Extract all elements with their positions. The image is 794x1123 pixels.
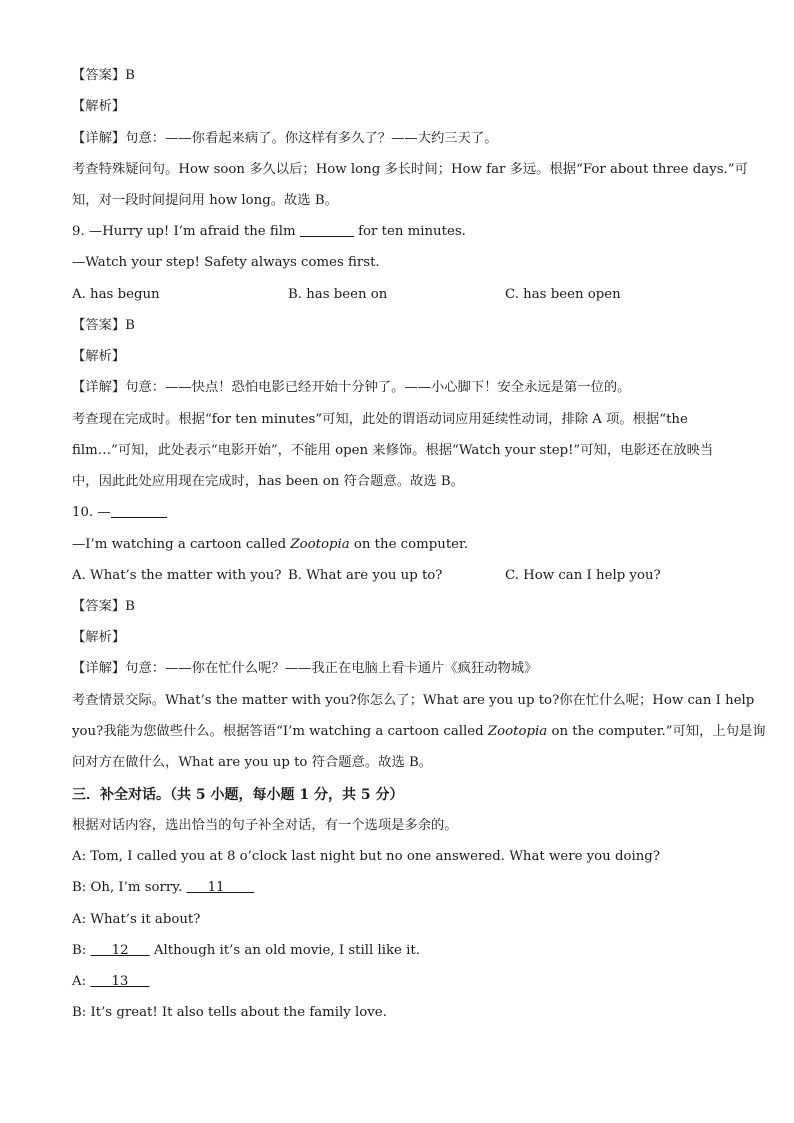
- explanation-line: 中，因此此处应用现在完成时，has been on 符合题意。故选 B。: [72, 474, 464, 489]
- analysis-label: 【解析】: [72, 630, 126, 645]
- prompt-text: 9. —Hurry up! I’m afraid the film: [72, 224, 296, 239]
- dialogue-line: A: Tom, I called you at 8 o’clock last night but no one answered. What were you doing?: [72, 849, 660, 864]
- explanation-line: film…”可知，此处表示“电影开始”，不能用 open 来修饰。根据“Watch your step!”可知，电影还在放映当: [72, 443, 714, 458]
- answer-blank: [111, 503, 167, 518]
- dialogue-text: B: Oh, I’m sorry.: [72, 880, 187, 895]
- prompt-text: 10. —: [72, 505, 111, 520]
- dialogue-line: A: What’s it about?: [72, 912, 201, 927]
- option-b: B. has been on: [288, 287, 388, 302]
- option-c: C. How can I help you?: [505, 568, 661, 583]
- dialogue-line: B: It’s great! It also tells about the family love.: [72, 1005, 387, 1020]
- answer-blank: [300, 222, 354, 237]
- explanation-line: 问对方在做什么，What are you up to 符合题意。故选 B。: [72, 755, 433, 770]
- analysis-label: 【解析】: [72, 349, 126, 364]
- dialogue-text: A:: [72, 974, 91, 989]
- title-italic: Zootopia: [487, 724, 548, 739]
- question-9-prompt: [72, 222, 722, 242]
- explanation-line: 知，对一段时间提问用 how long。故选 B。: [72, 193, 338, 208]
- section-instruction: 根据对话内容，选出恰当的句子补全对话，有一个选项是多余的。: [72, 818, 458, 833]
- explanation-line: 考查现在完成时。根据“for ten minutes”可知，此处的谓语动词应用延续性动词，排除 A 项。根据“the: [72, 412, 688, 427]
- option-b: B. What are you up to?: [288, 568, 443, 583]
- blank-12: [90, 943, 149, 958]
- reply-text: —I’m watching a cartoon called: [72, 537, 291, 552]
- option-a: A. has begun: [72, 287, 160, 302]
- dialogue-text: Although it’s an old movie, I still like it.: [149, 943, 420, 958]
- option-a: A. What’s the matter with you?: [72, 568, 282, 583]
- blank-number: 12: [111, 943, 129, 958]
- question-10-prompt: [72, 503, 722, 523]
- detail-line: 【详解】句意：——快点！恐怕电影已经开始十分钟了。——小心脚下！安全永远是第一位的。: [72, 380, 631, 395]
- explanation-line: 考查特殊疑问句。How soon 多久以后；How long 多长时间；How far 多远。根据“For about three days.”可: [72, 162, 748, 177]
- blank-13: [90, 974, 149, 989]
- section-heading: 三．补全对话。（共 5 小题，每小题 1 分，共 5 分）: [72, 787, 404, 803]
- prompt-text: for ten minutes.: [358, 224, 466, 239]
- blank-number: 11: [207, 880, 225, 895]
- question-10-reply: [72, 535, 722, 555]
- explanation-text: you?我能为您做些什么。根据答语“I’m watching a cartoon called: [72, 724, 488, 739]
- dialogue-line: [72, 878, 722, 898]
- answer-line: 【答案】B: [72, 599, 135, 614]
- answer-line: 【答案】B: [72, 318, 135, 333]
- analysis-label: 【解析】: [72, 99, 126, 114]
- option-c: C. has been open: [505, 287, 621, 302]
- dialogue-line: [72, 972, 722, 992]
- blank-11: [186, 880, 254, 895]
- reply-text: on the computer.: [349, 537, 469, 552]
- title-italic: Zootopia: [290, 537, 350, 552]
- detail-line: 【详解】句意：——你在忙什么呢？——我正在电脑上看卡通片《疯狂动物城》: [72, 661, 538, 676]
- detail-line: 【详解】句意：——你看起来病了。你这样有多久了？——大约三天了。: [72, 131, 498, 146]
- answer-line: 【答案】B: [72, 68, 135, 83]
- blank-number: 13: [111, 974, 129, 989]
- explanation-line: [72, 722, 766, 742]
- dialogue-line: [72, 941, 722, 961]
- dialogue-text: B:: [72, 943, 91, 958]
- explanation-text: on the computer.”可知，上句是询: [547, 724, 766, 739]
- question-9-reply: —Watch your step! Safety always comes first.: [72, 255, 380, 270]
- explanation-line: 考查情景交际。What’s the matter with you?你怎么了；What are you up to?你在忙什么呢；How can I help: [72, 693, 755, 708]
